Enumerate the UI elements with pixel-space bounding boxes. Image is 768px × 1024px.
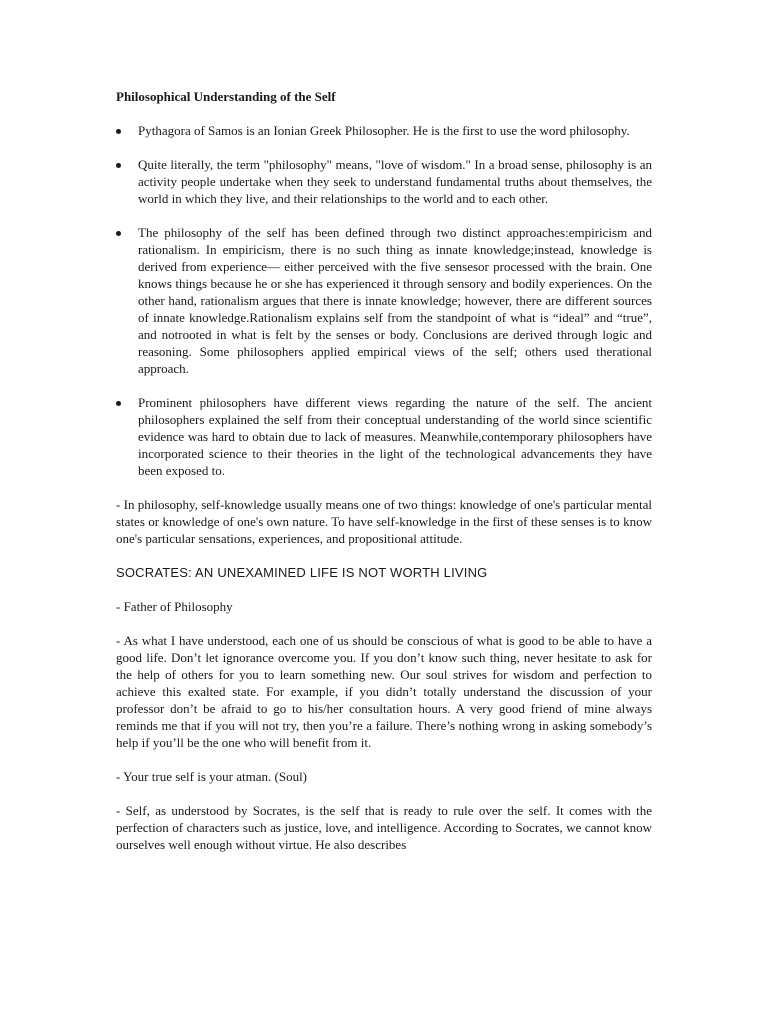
paragraph-atman: - Your true self is your atman. (Soul) bbox=[116, 769, 308, 784]
bullet-icon bbox=[116, 163, 121, 168]
bullet-icon bbox=[116, 231, 121, 236]
document-title: Philosophical Understanding of the Self bbox=[116, 89, 336, 104]
bullet-icon bbox=[116, 401, 121, 406]
paragraph-self-socrates: - Self, as understood by Socrates, is the self that is ready to rule over the self. It comes with the perfection of characters such as justice, love, and intelligence. According to Socrates, we cannot know ourselves well enough without virtue. He also describes bbox=[116, 803, 652, 852]
paragraph-self-knowledge: - In philosophy, self-knowledge usually means one of two things: knowledge of one's particular mental states or knowledge of one's own nature. To have self-knowledge in the first of these senses is to know one's particular sensations, experiences, and propositional attitude. bbox=[116, 497, 652, 546]
section-heading-socrates: SOCRATES: AN UNEXAMINED LIFE IS NOT WORTH LIVING bbox=[116, 565, 488, 580]
bullet-list bbox=[116, 122, 652, 479]
bullet-item bbox=[116, 224, 652, 377]
bullet-text: Pythagora of Samos is an Ionian Greek Philosopher. He is the first to use the word philosophy. bbox=[138, 123, 630, 138]
document-body bbox=[116, 88, 652, 870]
bullet-icon bbox=[116, 129, 121, 134]
paragraph-understood: - As what I have understood, each one of us should be conscious of what is good to be able to have a good life. Don’t let ignorance overcome you. If you don’t know such thing, never hesitate to ask for the help of others for you to learn something new. Our soul strives for wisdom and perfection to achieve this exalted state. For example, if you didn’t totally understand the discussion of your professor don’t be afraid to go to his/her consultation hours. A very good friend of mine always reminds me that if you will not try, then you’re a failure. There’s nothing wrong in asking somebody’s help if you’ll be the one who will benefit from it. bbox=[116, 633, 652, 750]
paragraph-father: - Father of Philosophy bbox=[116, 599, 233, 614]
bullet-text: The philosophy of the self has been defined through two distinct approaches:empiricism and rationalism. In empiricism, there is no such thing as innate knowledge;instead, knowledge is derived from experience— either perceived with the five sensesor processed with the brain. One knows things because he or she has experienced it through sensory and bodily experiences. On the other hand, rationalism argues that there is innate knowledge; however, there are different sources of innate knowledge.Rationalism explains self from the standpoint of what is “ideal” and “true”, and notrooted in what is felt by the senses or body. Conclusions are derived through logic and reasoning. Some philosophers applied empirical views of the self; others used therational approach. bbox=[138, 225, 652, 376]
bullet-text: Quite literally, the term "philosophy" means, "love of wisdom." In a broad sense, philosophy is an activity people undertake when they seek to understand fundamental truths about themselves, the world in which they live, and their relationships to the world and to each other. bbox=[138, 157, 652, 206]
bullet-item bbox=[116, 394, 652, 479]
bullet-text: Prominent philosophers have different views regarding the nature of the self. The ancient philosophers explained the self from their conceptual understanding of the world since scientific evidence was hard to obtain due to lack of measures. Meanwhile,contemporary philosophers have incorporated science to their theories in the light of the technological advancements they have been exposed to. bbox=[138, 395, 652, 478]
bullet-item bbox=[116, 122, 652, 139]
bullet-item bbox=[116, 156, 652, 207]
